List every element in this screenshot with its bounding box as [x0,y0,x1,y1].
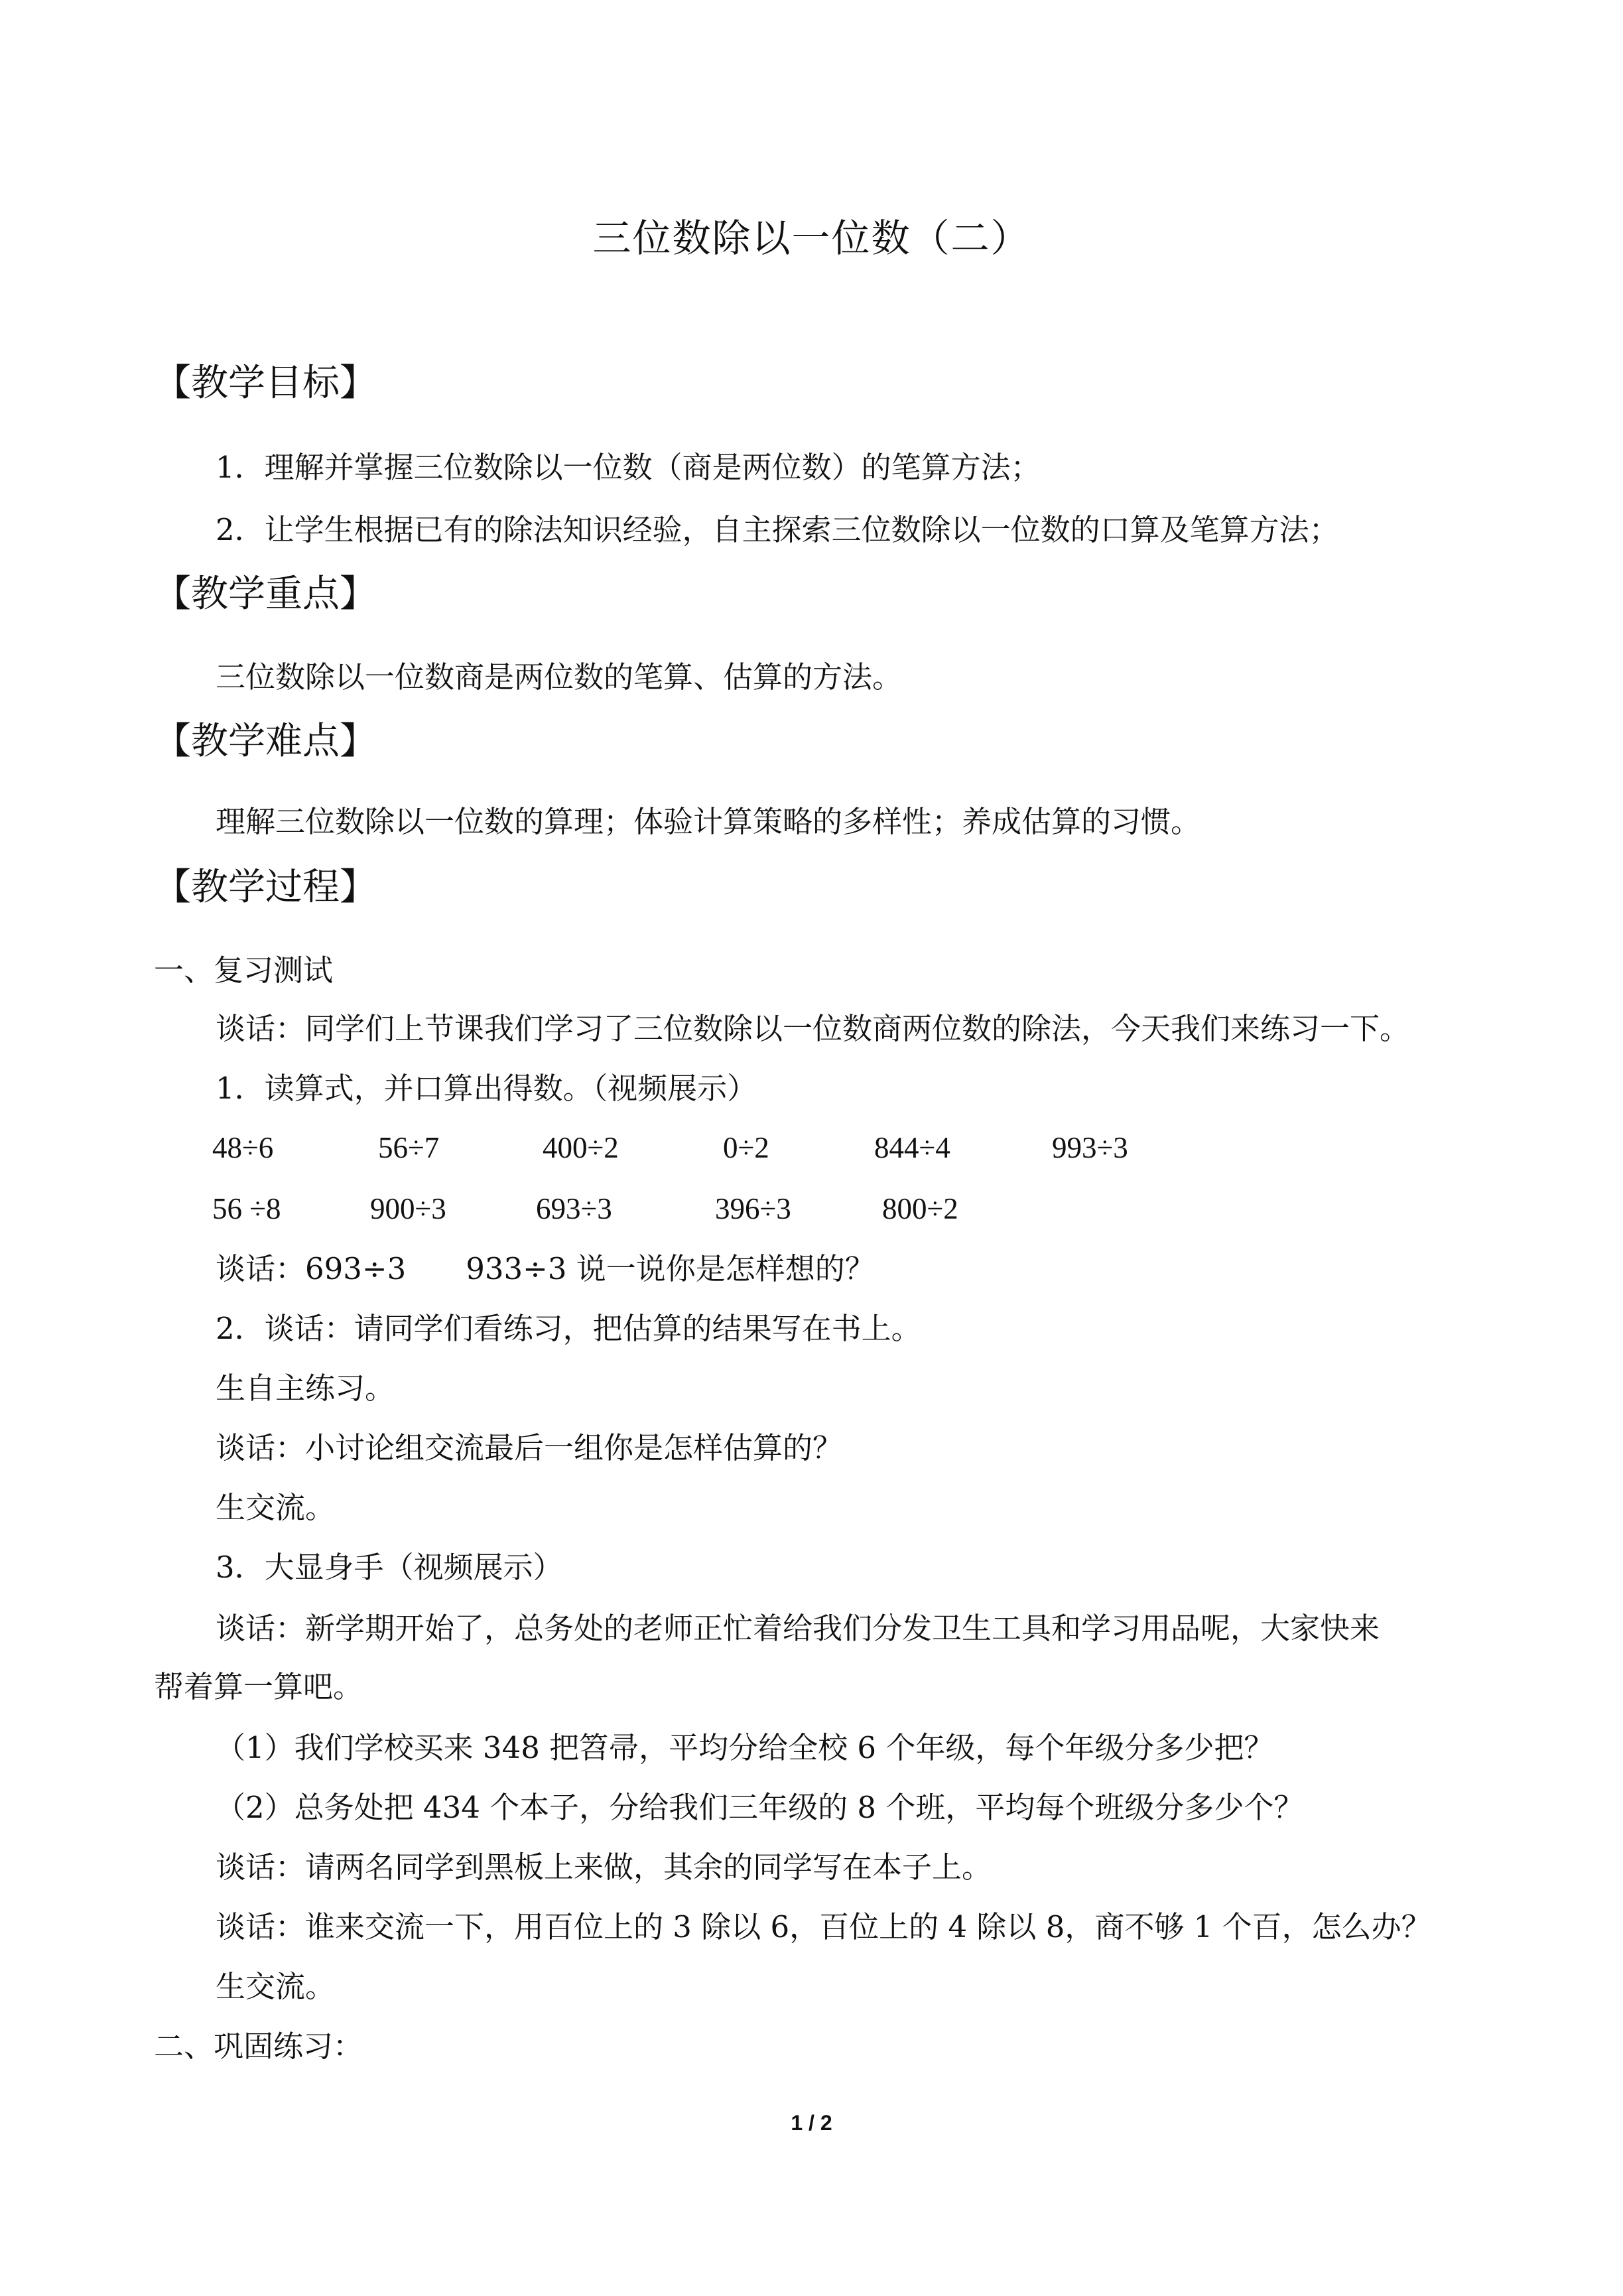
difficulty-text: 理解三位数除以一位数的算理；体验计算策略的多样性；养成估算的习惯。 [216,804,1201,839]
talk-4a: 谈话：新学期开始了，总务处的老师正忙着给我们分发卫生工具和学习用品呢，大家快来 [216,1611,1380,1646]
key-points-text: 三位数除以一位数商是两位数的笔算、估算的方法。 [216,659,903,695]
calc-expression: 56÷7 [378,1131,440,1164]
page-title: 三位数除以一位数（二） [592,216,1031,261]
item-3: 3．大显身手（视频展示） [216,1550,563,1585]
key-points-header: 【教学重点】 [154,573,377,616]
item-2: 2．谈话：请同学们看练习，把估算的结果写在书上。 [216,1311,921,1346]
goals-header: 【教学目标】 [154,362,377,405]
goal-2: 2．让学生根据已有的除法知识经验，自主探索三位数除以一位数的口算及笔算方法； [216,512,1339,547]
goal-1: 1．理解并掌握三位数除以一位数（商是两位数）的笔算方法； [216,450,1041,485]
calc-expression: 48÷6 [212,1131,274,1164]
calc-expression: 396÷3 [715,1192,791,1225]
talk-3: 谈话：小讨论组交流最后一组你是怎样估算的？ [216,1430,843,1465]
calc-expression: 900÷3 [370,1192,446,1225]
talk-6: 谈话：谁来交流一下，用百位上的 3 除以 6，百位上的 4 除以 8，商不够 1 个百，怎么办？ [216,1909,1431,1944]
item-1: 1．读算式，并口算出得数。（视频展示） [216,1071,757,1106]
calc-expression: 993÷3 [1052,1131,1128,1164]
student-exchange-2: 生交流。 [216,1969,336,2004]
process-header: 【教学过程】 [154,866,377,909]
talk-2: 谈话：693÷3 933÷3 说一说你是怎样想的？ [216,1251,875,1286]
calc-expression: 844÷4 [874,1131,950,1164]
talk-1: 谈话：同学们上节课我们学习了三位数除以一位数商两位数的除法，今天我们来练习一下。 [216,1011,1410,1046]
calc-expression: 800÷2 [882,1192,958,1225]
calc-expression: 56 ÷8 [212,1192,281,1225]
student-practice: 生自主练习。 [216,1371,395,1406]
talk-4b: 帮着算一算吧。 [154,1669,363,1704]
page-number: 1 / 2 [791,2111,832,2135]
part2-title: 二、巩固练习： [154,2029,363,2064]
talk-5: 谈话：请两名同学到黑板上来做，其余的同学写在本子上。 [216,1850,992,1885]
part1-title: 一、复习测试 [154,953,334,988]
student-exchange: 生交流。 [216,1490,336,1525]
calc-expression: 0÷2 [723,1131,769,1164]
difficulty-header: 【教学难点】 [154,720,377,763]
calc-expression: 693÷3 [536,1192,612,1225]
problem-1: （1）我们学校买来 348 把笤帚，平均分给全校 6 个年级，每个年级分多少把？ [216,1730,1274,1765]
calc-expression: 400÷2 [543,1131,619,1164]
problem-2: （2）总务处把 434 个本子，分给我们三年级的 8 个班，平均每个班级分多少个？ [216,1790,1304,1825]
